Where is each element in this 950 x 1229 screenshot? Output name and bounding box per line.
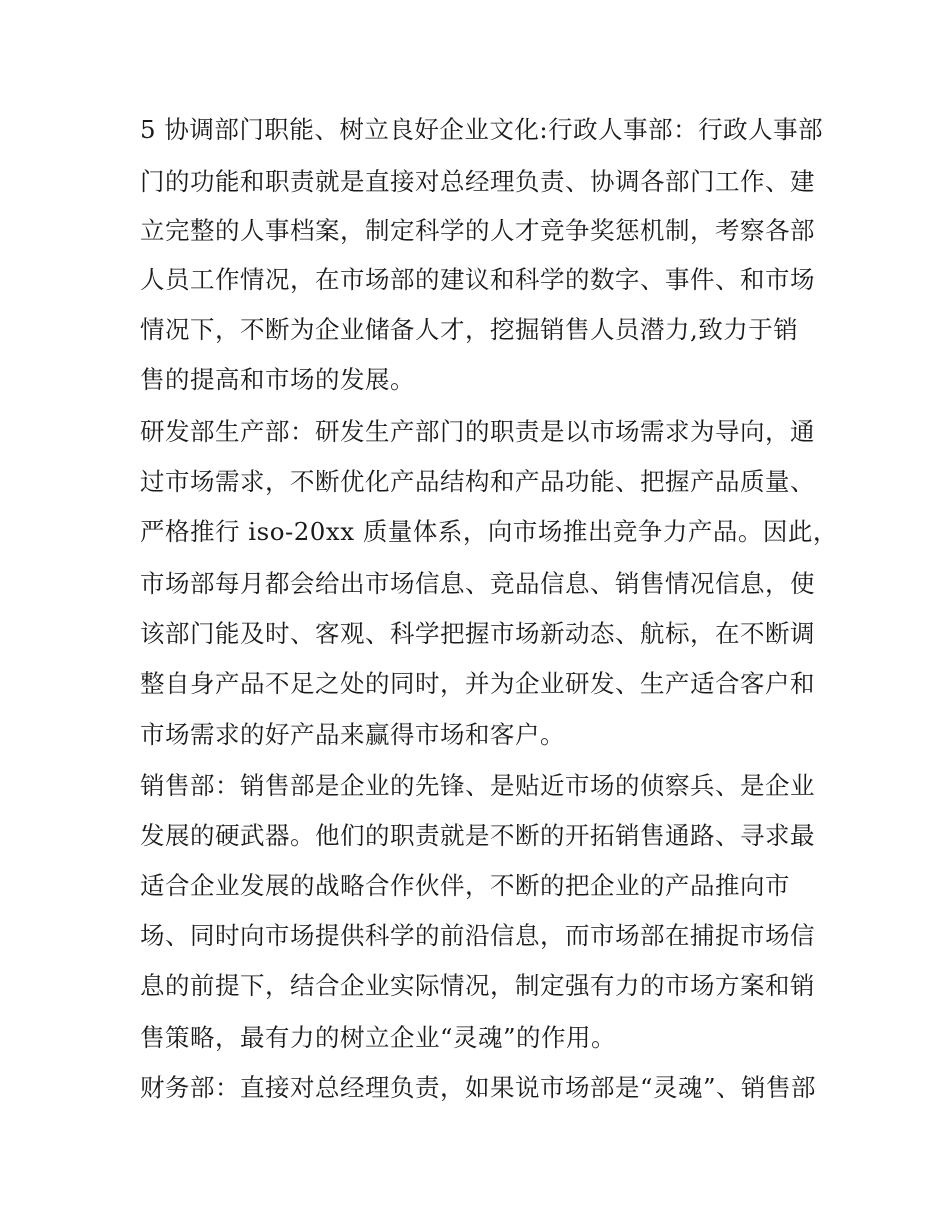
text-line: 财务部：直接对总经理负责，如果说市场部是“灵魂”、销售部 <box>140 1073 817 1102</box>
text-line: 息的前提下，结合企业实际情况，制定强有力的市场方案和销 <box>140 971 815 1000</box>
text-line: 严格推行 iso-20xx 质量体系，向市场推出竞争力产品。因此， <box>140 517 838 546</box>
text-line: 场、同时向市场提供科学的前沿信息，而市场部在捕捉市场信 <box>140 921 815 950</box>
text-line: 情况下，不断为企业储备人才，挖掘销售人员潜力,致力于销 <box>140 315 799 344</box>
text-line: 销售部：销售部是企业的先锋、是贴近市场的侦察兵、是企业 <box>140 771 815 800</box>
text-line: 人员工作情况，在市场部的建议和科学的数字、事件、和市场 <box>140 265 815 294</box>
text-line: 售的提高和市场的发展。 <box>140 365 415 394</box>
text-line: 市场需求的好产品来赢得市场和客户。 <box>140 720 565 749</box>
text-line: 整自身产品不足之处的同时，并为企业研发、生产适合客户和 <box>140 669 815 698</box>
text-line: 研发部生产部：研发生产部门的职责是以市场需求为导向，通 <box>140 417 815 446</box>
text-line: 发展的硬武器。他们的职责就是不断的开拓销售通路、寻求最 <box>140 821 815 850</box>
text-line: 过市场需求，不断优化产品结构和产品功能、把握产品质量、 <box>140 467 815 496</box>
text-line: 立完整的人事档案，制定科学的人才竞争奖惩机制，考察各部 <box>140 216 815 245</box>
text-line: 该部门能及时、客观、科学把握市场新动态、航标，在不断调 <box>140 619 815 648</box>
text-line: 售策略，最有力的树立企业“灵魂”的作用。 <box>140 1023 617 1052</box>
text-line: 适合企业发展的战略合作伙伴，不断的把企业的产品推向市 <box>140 871 790 900</box>
text-line: 门的功能和职责就是直接对总经理负责、协调各部门工作、建 <box>140 167 815 196</box>
text-line: 5 协调部门职能、树立良好企业文化:行政人事部：行政人事部 <box>140 115 824 144</box>
text-line: 市场部每月都会给出市场信息、竞品信息、销售情况信息，使 <box>140 569 815 598</box>
